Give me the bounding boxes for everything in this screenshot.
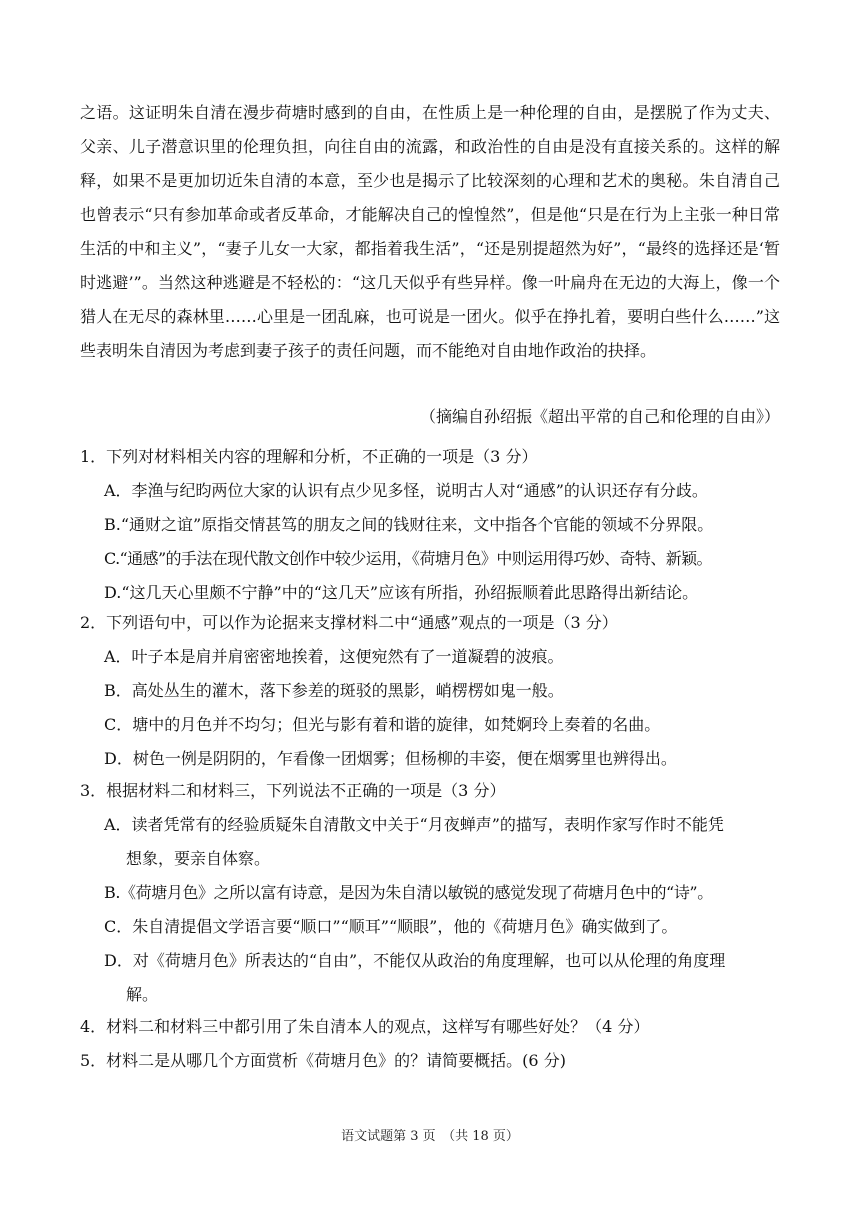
question-2-option-c: C．塘中的月色并不均匀；但光与影有着和谐的旋律，如梵婀玲上奏着的名曲。 — [104, 715, 661, 734]
question-3-option-d-continuation: 解。 — [126, 985, 159, 1004]
question-5-stem: 5．材料二是从哪几个方面赏析《荷塘月色》的？请简要概括。(6 分) — [80, 1051, 566, 1070]
question-3-stem: 3．根据材料二和材料三，下列说法不正确的一项是（3 分） — [80, 781, 506, 800]
question-1-stem: 1．下列对材料相关内容的理解和分析，不正确的一项是（3 分） — [80, 447, 538, 466]
question-3-option-a: A．读者凭常有的经验质疑朱自清散文中关于“月夜蝉声”的描写，表明作家写作时不能凭 — [104, 815, 724, 834]
question-1-option-b: B.“通财之谊”原指交情甚笃的朋友之间的钱财往来，文中指各个官能的领域不分界限。 — [104, 515, 714, 534]
question-3-option-d: D．对《荷塘月色》所表达的“自由”，不能仅从政治的角度理解，也可以从伦理的角度理 — [104, 951, 726, 970]
passage-paragraph: 之语。这证明朱自清在漫步荷塘时感到的自由，在性质上是一种伦理的自由，是摆脱了作为丈夫、父亲、儿子潜意识里的伦理负担，向往自由的流露，和政治性的自由是没有直接关系的。这样的解释，如果不是更加切近朱自清的本意，至少也是揭示了比较深刻的心理和艺术的奥秘。朱自清自己也曾表示“只有参加革命或者反革命，才能解决自己的惶惶然”，但是他“只是在行为上主张一种日常生活的中和主义”，“妻子儿女一大家，都指着我生活”，“还是别提超然为好”，“最终的选择还是‘暂时逃避’”。当然这种逃避是不轻松的：“这几天似乎有些异样。像一叶扁舟在无边的大海上，像一个猎人在无尽的森林里……心里是一团乱麻，也可说是一团火。似乎在挣扎着，要明白些什么……”这些表明朱自清因为考虑到妻子孩子的责任问题，而不能绝对自由地作政治的抉择。 — [80, 103, 780, 360]
question-2-option-a: A．叶子本是肩并肩密密地挨着，这便宛然有了一道凝碧的波痕。 — [104, 647, 564, 666]
question-2-option-b: B．高处丛生的灌木，落下参差的斑驳的黑影，峭楞楞如鬼一般。 — [104, 681, 564, 700]
question-2-option-d: D．树色一例是阴阴的，乍看像一团烟雾；但杨柳的丰姿，便在烟雾里也辨得出。 — [104, 749, 677, 768]
question-3-option-c: C．朱自清提倡文学语言要“顺口”“顺耳”“顺眼”，他的《荷塘月色》确实做到了。 — [104, 917, 678, 936]
question-4-stem: 4．材料二和材料三中都引用了朱自清本人的观点，这样写有哪些好处？（4 分） — [80, 1017, 650, 1036]
question-1-option-c: C.“通感”的手法在现代散文创作中较少运用，《荷塘月色》中则运用得巧妙、奇特、新颖。 — [104, 549, 712, 568]
passage-source: （摘编自孙绍振《超出平常的自己和伦理的自由》） — [419, 407, 780, 426]
question-1-option-d: D.“这几天心里颇不宁静”中的“这几天”应该有所指，孙绍振顺着此思路得出新结论。 — [104, 583, 699, 602]
question-1-option-a: A．李渔与纪昀两位大家的认识有点少见多怪，说明古人对“通感”的认识还存有分歧。 — [104, 481, 708, 500]
question-2-stem: 2．下列语句中，可以作为论据来支撑材料二中“通感”观点的一项是（3 分） — [80, 613, 618, 632]
page-footer: 语文试题第 3 页 （共 18 页） — [341, 1129, 519, 1144]
question-3-option-a-continuation: 想象，要亲自体察。 — [126, 849, 271, 868]
question-3-option-b: B.《荷塘月色》之所以富有诗意，是因为朱自清以敏锐的感觉发现了荷塘月色中的“诗”。 — [104, 883, 713, 902]
